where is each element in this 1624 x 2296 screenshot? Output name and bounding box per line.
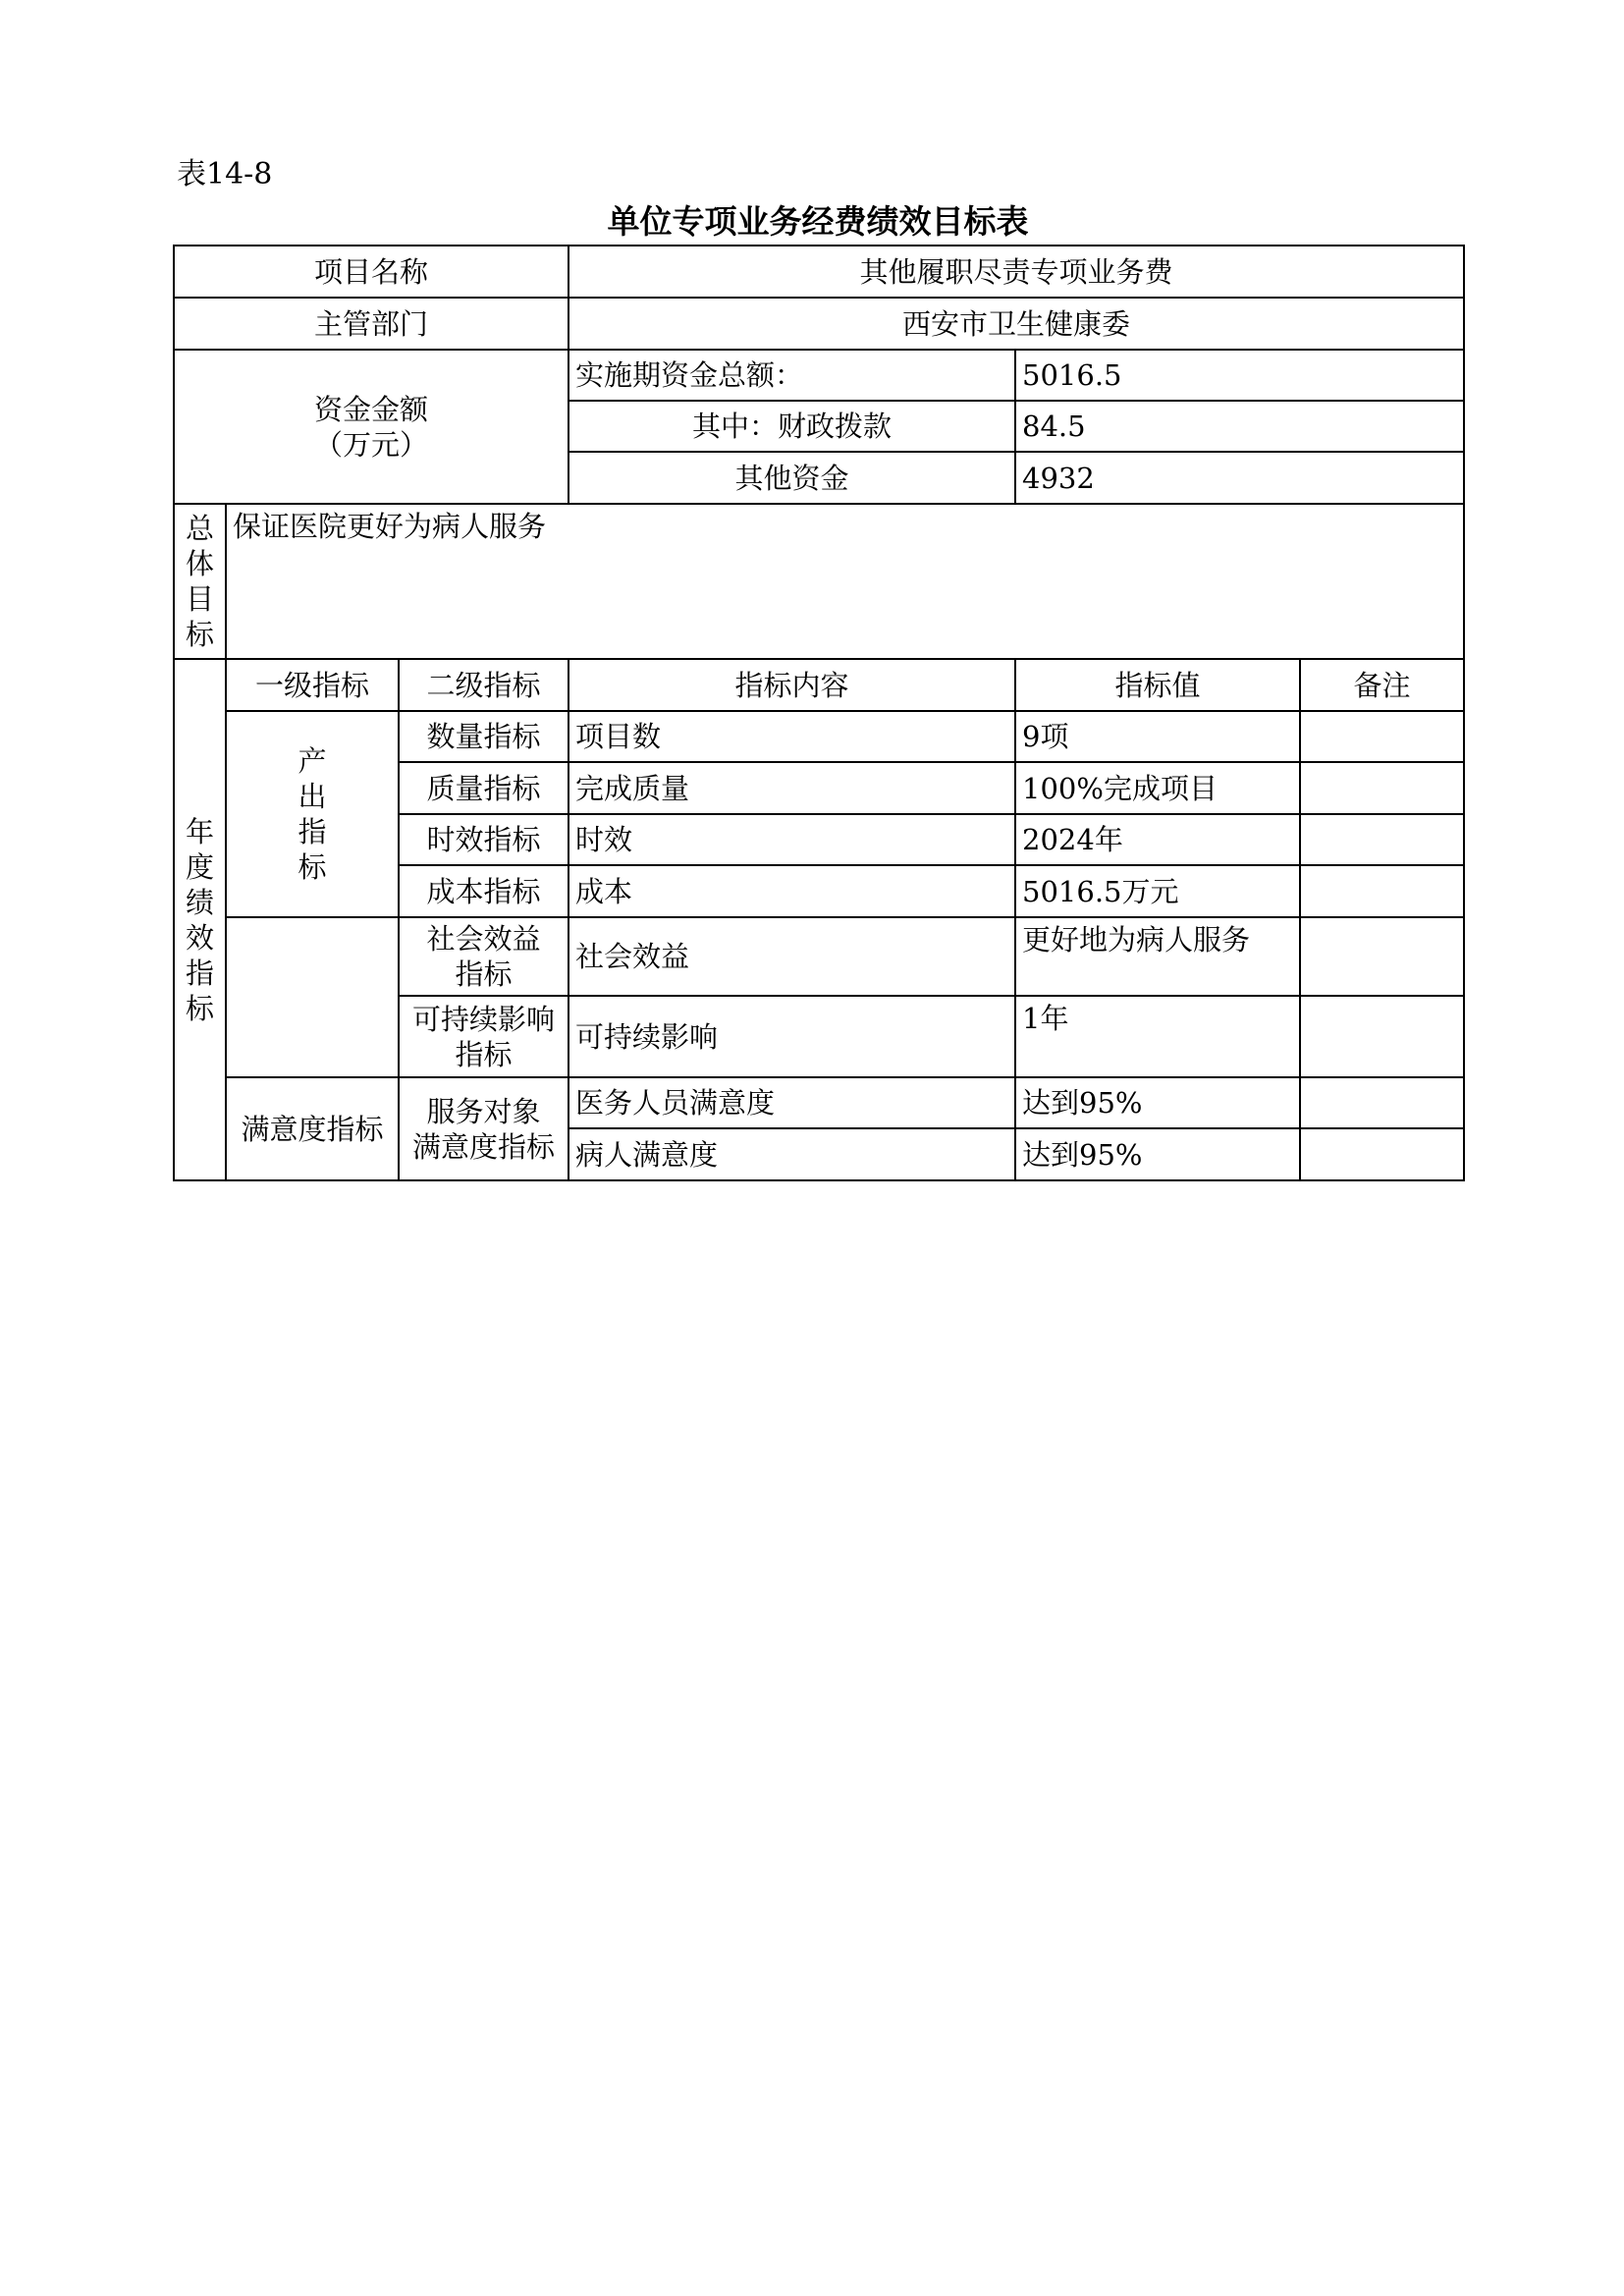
- overall-goal-label-char: 总: [185, 512, 214, 545]
- note-cell: [1300, 996, 1464, 1077]
- annual-label-char: 年: [185, 814, 214, 848]
- department-value: 西安市卫生健康委: [568, 298, 1464, 350]
- level2-line: 社会效益: [426, 922, 541, 956]
- performance-target-table: [173, 245, 1465, 1181]
- note-cell: [1300, 814, 1464, 865]
- satisfaction-level1: 满意度指标: [226, 1077, 399, 1180]
- annual-label-char: 效: [185, 920, 214, 955]
- department-row: [174, 298, 1464, 350]
- content-cell: 病人满意度: [568, 1128, 1015, 1180]
- value-cell: 达到95%: [1015, 1128, 1300, 1180]
- funds-label: [174, 350, 568, 504]
- header-value: 指标值: [1015, 659, 1300, 711]
- effect-indicator-label: [226, 917, 399, 1077]
- overall-goal-row: [174, 504, 1464, 659]
- annual-label-char: 度: [185, 849, 214, 884]
- overall-goal-text: 保证医院更好为病人服务: [226, 504, 1464, 659]
- level2-cell: 时效指标: [399, 814, 568, 865]
- funds-other-label: 其他资金: [568, 452, 1015, 504]
- project-name-value: 其他履职尽责专项业务费: [568, 246, 1464, 298]
- level2-line: 指标: [455, 957, 513, 991]
- overall-goal-label-char: 目: [185, 582, 214, 616]
- funds-fiscal-label: 其中：财政拨款: [568, 401, 1015, 452]
- note-cell: [1300, 1128, 1464, 1180]
- project-name-row: [174, 246, 1464, 298]
- table-number: 表14-8: [177, 157, 273, 191]
- output-label-char: 产: [298, 744, 327, 778]
- level2-line: 服务对象: [426, 1094, 541, 1128]
- level2-cell: 数量指标: [399, 711, 568, 762]
- value-cell: 1年: [1015, 996, 1300, 1077]
- funds-other-value: 4932: [1015, 452, 1464, 504]
- output-label-char: 指: [298, 815, 327, 848]
- output-indicator-label: [226, 711, 399, 917]
- funds-label-line2: （万元）: [314, 427, 429, 462]
- value-cell: 达到95%: [1015, 1077, 1300, 1128]
- level2-cell: 质量指标: [399, 762, 568, 814]
- note-cell: [1300, 762, 1464, 814]
- value-cell: 100%完成项目: [1015, 762, 1300, 814]
- level2-line: 可持续影响: [412, 1002, 556, 1036]
- value-cell: 2024年: [1015, 814, 1300, 865]
- funds-label-line1: 资金金额: [314, 392, 429, 426]
- level2-cell: 成本指标: [399, 865, 568, 917]
- annual-label-char: 绩: [185, 885, 214, 919]
- table-row: [174, 1077, 1464, 1128]
- level2-line: 满意度指标: [412, 1129, 556, 1164]
- header-content: 指标内容: [568, 659, 1015, 711]
- funds-total-value: 5016.5: [1015, 350, 1464, 401]
- note-cell: [1300, 917, 1464, 996]
- overall-goal-label-char: 体: [185, 547, 214, 580]
- content-cell: 时效: [568, 814, 1015, 865]
- funds-total-label: 实施期资金总额：: [568, 350, 1015, 401]
- project-name-label: 项目名称: [174, 246, 568, 298]
- note-cell: [1300, 1077, 1464, 1128]
- annual-label-char: 指: [185, 956, 214, 990]
- funds-row-total: [174, 350, 1464, 401]
- note-cell: [1300, 865, 1464, 917]
- header-level1: 一级指标: [226, 659, 399, 711]
- content-cell: 项目数: [568, 711, 1015, 762]
- content-cell: 完成质量: [568, 762, 1015, 814]
- value-cell: 更好地为病人服务: [1015, 917, 1300, 996]
- output-label-char: 标: [298, 850, 327, 884]
- page-title: 单位专项业务经费绩效目标表: [607, 202, 1029, 241]
- header-note: 备注: [1300, 659, 1464, 711]
- content-cell: 医务人员满意度: [568, 1077, 1015, 1128]
- value-cell: 5016.5万元: [1015, 865, 1300, 917]
- overall-goal-label-char: 标: [185, 618, 214, 651]
- indicator-header-row: [174, 659, 1464, 711]
- header-level2: 二级指标: [399, 659, 568, 711]
- level2-cell: [399, 996, 568, 1077]
- content-cell: 社会效益: [568, 917, 1015, 996]
- level2-cell: [399, 917, 568, 996]
- content-cell: 成本: [568, 865, 1015, 917]
- annual-label-char: 标: [185, 991, 214, 1025]
- content-cell: 可持续影响: [568, 996, 1015, 1077]
- level2-line: 指标: [455, 1037, 513, 1071]
- annual-indicator-label: [174, 659, 226, 1180]
- value-cell: 9项: [1015, 711, 1300, 762]
- output-label-char: 出: [298, 780, 327, 813]
- funds-fiscal-value: 84.5: [1015, 401, 1464, 452]
- table-row: [174, 917, 1464, 996]
- table-row: [174, 711, 1464, 762]
- satisfaction-level2: [399, 1077, 568, 1180]
- overall-goal-label: [174, 504, 226, 659]
- note-cell: [1300, 711, 1464, 762]
- department-label: 主管部门: [174, 298, 568, 350]
